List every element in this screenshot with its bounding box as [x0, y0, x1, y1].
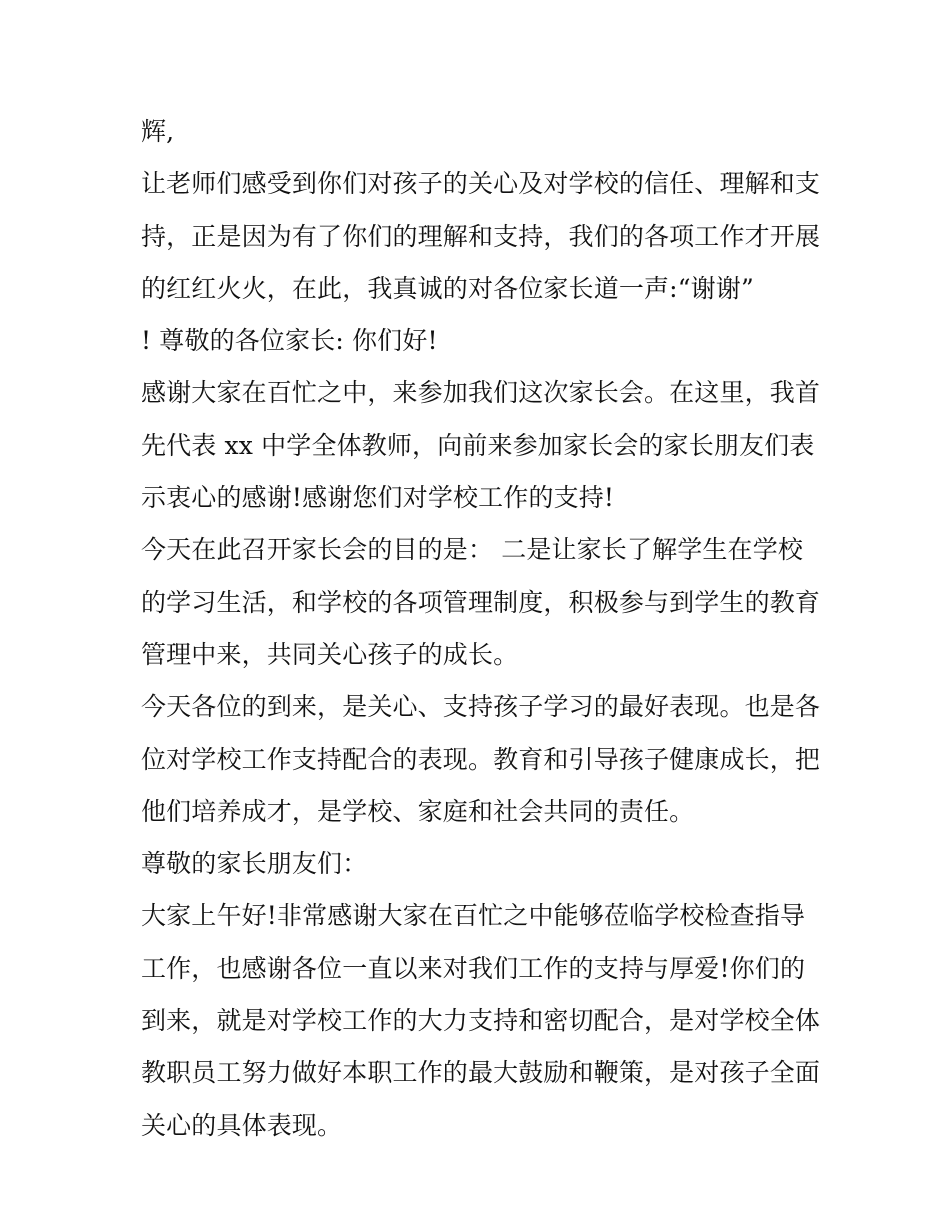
- text-line: 今天各位的到来，是关心、支持孩子学习的最好表现。也是各: [141, 692, 821, 722]
- text-line: 示衷心的感谢!感谢您们对学校工作的支持!: [141, 483, 615, 513]
- text-line: 尊敬的家长朋友们：: [141, 849, 368, 879]
- text-line: 工作，也感谢各位一直以来对我们工作的支持与厚爱!你们的: [141, 953, 806, 983]
- text-line: 今天在此召开家长会的目的是： 二是让家长了解学生在学校: [141, 535, 803, 565]
- text-line: 先代表 xx 中学全体教师，向前来参加家长会的家长朋友们表: [141, 430, 815, 460]
- text-line: 持，正是因为有了你们的理解和支持，我们的各项工作才开展: [141, 221, 821, 251]
- text-line: 到来，就是对学校工作的大力支持和密切配合，是对学校全体: [141, 1006, 821, 1036]
- text-line: 感谢大家在百忙之中，来参加我们这次家长会。在这里，我首: [141, 378, 821, 408]
- text-line: 的红红火火，在此，我真诚的对各位家长道一声:“谢谢”: [141, 273, 754, 303]
- text-line: 让老师们感受到你们对孩子的关心及对学校的信任、理解和支: [141, 169, 821, 199]
- document-body: [141, 106, 821, 1152]
- text-line: 管理中来，共同关心孩子的成长。: [141, 639, 519, 669]
- text-line: 位对学校工作支持配合的表现。教育和引导孩子健康成长，把: [141, 744, 821, 774]
- text-line: 的学习生活，和学校的各项管理制度，积极参与到学生的教育: [141, 587, 821, 617]
- text-line: ! 尊敬的各位家长: 你们好!: [141, 326, 438, 356]
- text-line: 辉,: [141, 117, 175, 146]
- text-line: 他们培养成才，是学校、家庭和社会共同的责任。: [141, 796, 695, 826]
- text-line: 关心的具体表现。: [141, 1110, 343, 1140]
- text-line: 大家上午好!非常感谢大家在百忙之中能够莅临学校检查指导: [141, 901, 806, 931]
- text-line: 教职员工努力做好本职工作的最大鼓励和鞭策，是对孩子全面: [141, 1058, 821, 1088]
